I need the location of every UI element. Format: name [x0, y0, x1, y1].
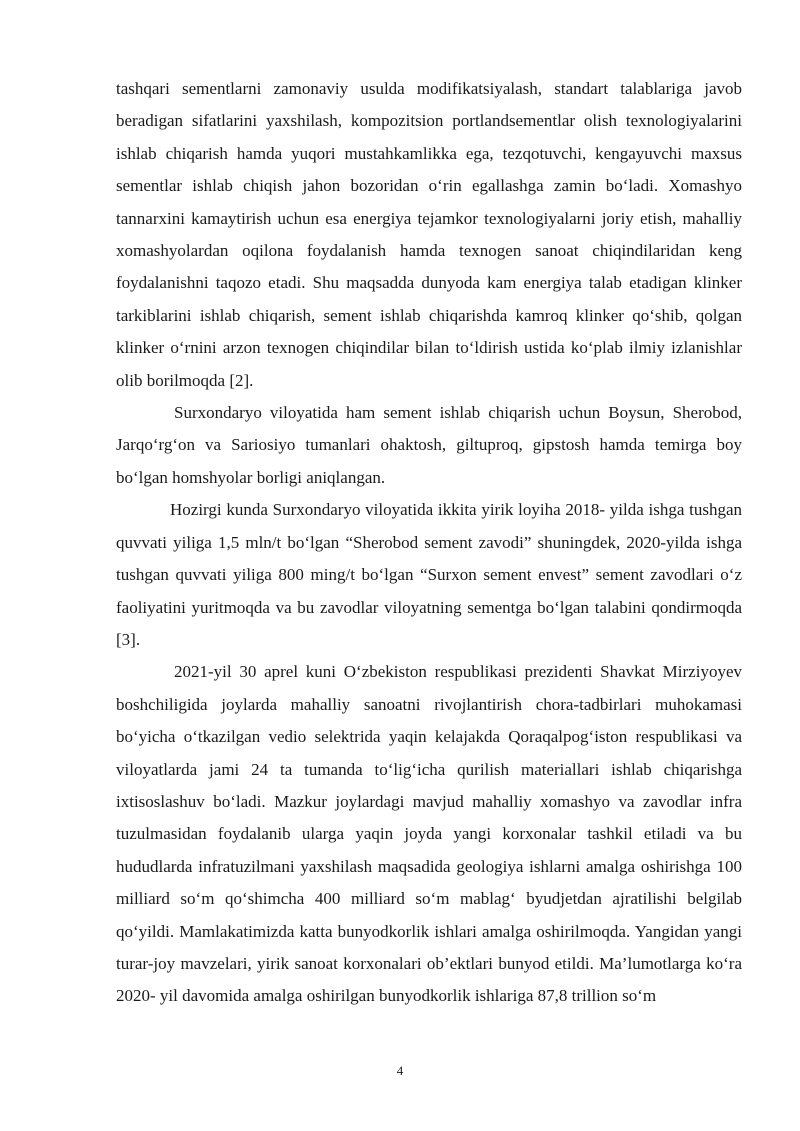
paragraph-continuation: tashqari sementlarni zamonaviy usulda modifikatsiyalash, standart talablariga javob beradigan sifatlarini yaxshilash, kompozitsion portlandsementlar olish texnologiyalarini ishlab chiqarish hamda yuqori mustahkamlikka ega, tezqotuvchi, kengayuvchi maxsus sementlar ishlab chiqish jahon bozoridan o‘rin egallashga zamin bo‘ladi. Xomashyo tannarxini kamaytirish uchun esa energiya tejamkor texnologiyalarni joriy etish, mahalliy xomashyolardan oqilona foydalanish hamda texnogen sanoat chiqindilaridan keng foydalanishni taqozo etadi. Shu maqsadda dunyoda kam energiya talab etadigan klinker tarkiblarini ishlab chiqarish, sement ishlab chiqarishda kamroq klinker qo‘shib, qolgan klinker o‘rnini arzon texnogen chiqindilar bilan to‘ldirish ustida ko‘plab ilmiy izlanishlar olib borilmoqda [2].	[116, 79, 742, 390]
body-text	[116, 73, 742, 1013]
paragraph-surxondaryo-resources: Surxondaryo viloyatida ham sement ishlab chiqarish uchun Boysun, Sherobod, Jarqo‘rg‘on va Sariosiyo tumanlari ohaktosh, giltuproq, gipstosh hamda temirga boy bo‘lgan homshyolar borligi aniqlangan.	[116, 403, 742, 487]
paragraph-local-industry: 2021-yil 30 aprel kuni O‘zbekiston respublikasi prezidenti Shavkat Mirziyoyev boshchiligida joylarda mahalliy sanoatni rivojlantirish chora-tadbirlari muhokamasi bo‘yicha o‘tkazilgan vedio selektrida yaqin kelajakda Qoraqalpog‘iston respublikasi va viloyatlarda jami 24 ta tumanda to‘lig‘icha qurilish materiallari ishlab chiqarishga ixtisoslashuv bo‘ladi. Mazkur joylardagi mavjud mahalliy xomashyo va zavodlar infra tuzulmasidan foydalanib ularga yaqin joyda yangi korxonalar tashkil etiladi va bu hududlarda infratuzilmani yaxshilash maqsadida geologiya ishlarni amalga oshirishga 100 milliard so‘m qo‘shimcha 400 milliard so‘m mablag‘ byudjetdan ajratilishi belgilab qo‘yildi. Mamlakatimizda katta bunyodkorlik ishlari amalga oshirilmoqda. Yangidan yangi turar-joy mavzelari, yirik sanoat korxonalari ob’ektlari bunyod etildi. Ma’lumotlarga ko‘ra 2020- yil davomida amalga oshirilgan bunyodkorlik ishlariga 87,8 trillion so‘m	[116, 662, 742, 1006]
paragraph-cement-plants: Hozirgi kunda Surxondaryo viloyatida ikkita yirik loyiha 2018- yilda ishga tushgan quvvati yiliga 1,5 mln/t bo‘lgan “Sherobod sement zavodi” shuningdek, 2020-yilda ishga tushgan quvvati yiliga 800 ming/t bo‘lgan “Surxon sement envest” sement zavodlari o‘z faoliyatini yuritmoqda va bu zavodlar viloyatning sementga bo‘lgan talabini qondirmoqda [3].	[116, 500, 742, 649]
page-number: 4	[396, 1063, 404, 1078]
